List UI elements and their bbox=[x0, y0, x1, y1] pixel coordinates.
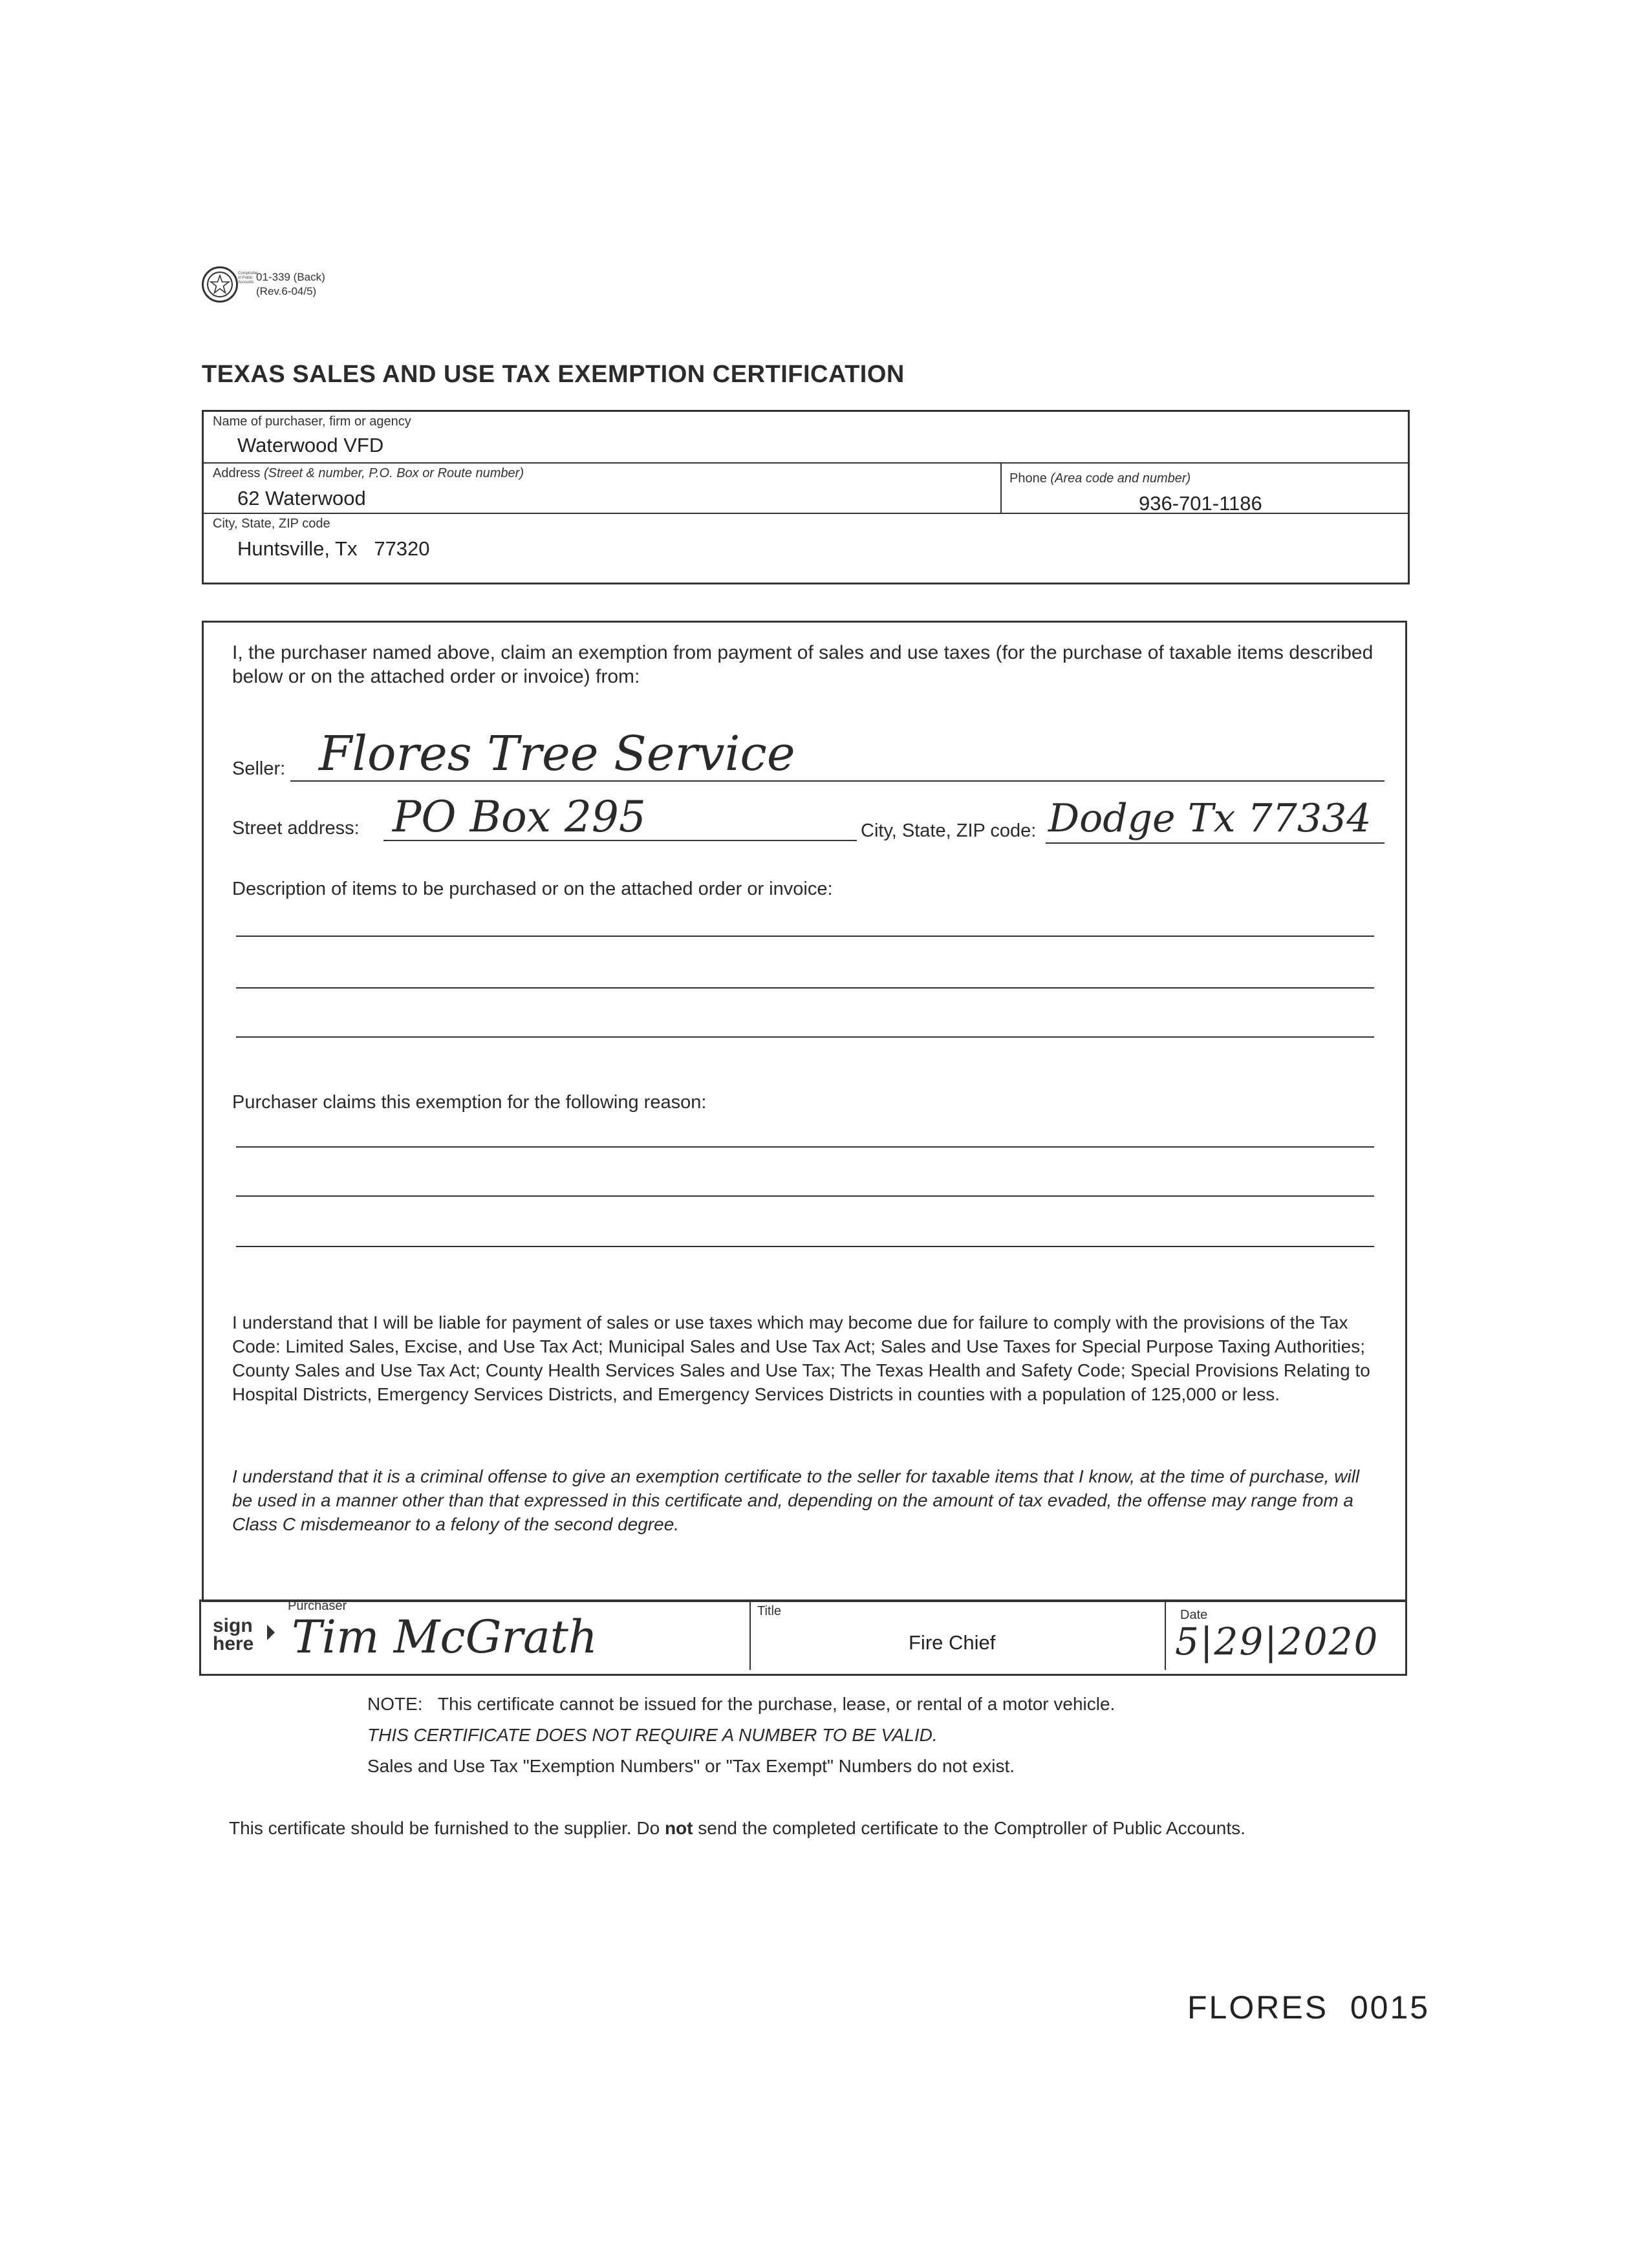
date-label: Date bbox=[1180, 1608, 1208, 1622]
title-label: Title bbox=[757, 1604, 782, 1618]
texas-seal-icon bbox=[202, 266, 238, 303]
reason-line-3[interactable] bbox=[236, 1246, 1374, 1247]
divider bbox=[749, 1601, 751, 1670]
note-prefix: NOTE: bbox=[367, 1694, 423, 1714]
seller-city-field[interactable]: Dodge Tx 77334 bbox=[1048, 796, 1372, 841]
furnish-instruction bbox=[229, 1817, 1245, 1840]
criminal-offense-statement: I understand that it is a criminal offense to give an exemption certificate to the seller for taxable items that I know, at the time of purchase, will be used in a manner other than that expressed in this certificate and, depending on the amount of tax evaded, the offense may range from a Class C misdemeanor to a felony of the second degree. bbox=[232, 1466, 1360, 1534]
furnish-bold: not bbox=[664, 1818, 693, 1838]
reason-line-2[interactable] bbox=[236, 1195, 1374, 1197]
title-field[interactable]: Fire Chief bbox=[909, 1631, 996, 1654]
date-field[interactable]: 5|29|2020 bbox=[1175, 1620, 1379, 1664]
star-seal-icon bbox=[206, 270, 234, 299]
reason-label: Purchaser claims this exemption for the following reason: bbox=[232, 1092, 707, 1113]
note-line bbox=[367, 1693, 1115, 1716]
form-number bbox=[256, 270, 325, 299]
bates-number: FLORES 0015 bbox=[1187, 1989, 1430, 2026]
address-label-detail: (Street & number, P.O. Box or Route number) bbox=[263, 466, 524, 480]
divider bbox=[1165, 1601, 1166, 1670]
seller-city-line bbox=[1046, 842, 1385, 844]
address-field[interactable]: 62 Waterwood bbox=[237, 487, 366, 509]
city-state-zip-label: City, State, ZIP code bbox=[213, 517, 330, 531]
address-label-prefix: Address bbox=[213, 466, 261, 480]
phone-label bbox=[1009, 471, 1191, 486]
reason-line-1[interactable] bbox=[236, 1146, 1374, 1148]
furnish-before: This certificate should be furnished to the supplier. Do bbox=[229, 1818, 660, 1838]
seller-field[interactable]: Flores Tree Service bbox=[319, 726, 795, 782]
exemption-numbers-note: Sales and Use Tax "Exemption Numbers" or "Tax Exempt" Numbers do not exist. bbox=[367, 1756, 1015, 1776]
sign-here-arrow-icon bbox=[266, 1623, 276, 1642]
liability-statement: I understand that I will be liable for payment of sales or use taxes which may become due for failure to comply with the provisions of the Tax Code: Limited Sales, Excise, and Use Tax Act; Municipal Sales and Use Tax Act; Sales and Use Taxes for Special Purpose Taxing Authorities; County Sales and Use Tax Act; County Health Services Sales and Use Tax; The Texas Health and Safety Code; Special Provisions Relating to Hospital Districts, Emergency Services Districts, and Emergency Services Districts in counties with a population of 125,000 or less. bbox=[232, 1312, 1370, 1404]
divider bbox=[204, 462, 1408, 464]
exemption-claim-box bbox=[202, 621, 1407, 1602]
sign-here-line2: here bbox=[213, 1633, 254, 1654]
purchaser-info-box bbox=[202, 410, 1410, 584]
form-revision: (Rev.6-04/5) bbox=[256, 285, 317, 297]
phone-label-prefix: Phone bbox=[1009, 471, 1047, 486]
description-line-1[interactable] bbox=[236, 936, 1374, 937]
description-line-3[interactable] bbox=[236, 1036, 1374, 1038]
divider bbox=[204, 513, 1408, 514]
no-number-required: THIS CERTIFICATE DOES NOT REQUIRE A NUMBER TO BE VALID. bbox=[367, 1725, 938, 1745]
sign-here-marker bbox=[213, 1617, 253, 1653]
form-number-text: 01-339 (Back) bbox=[256, 271, 325, 283]
address-label bbox=[213, 466, 524, 481]
street-address-field[interactable]: PO Box 295 bbox=[393, 792, 646, 842]
note-text: This certificate cannot be issued for the purchase, lease, or rental of a motor vehicle. bbox=[437, 1694, 1116, 1714]
city-state-zip-field[interactable]: Huntsville, Tx 77320 bbox=[237, 537, 430, 560]
purchaser-label: Purchaser bbox=[288, 1599, 347, 1613]
signature-box bbox=[199, 1599, 1407, 1676]
claim-intro: I, the purchaser named above, claim an exemption from payment of sales and use taxes (for the purchase of taxable items described below or on the attached order or invoice) from: bbox=[232, 642, 1374, 687]
furnish-after: send the completed certificate to the Comptroller of Public Accounts. bbox=[698, 1818, 1245, 1838]
street-address-label: Street address: bbox=[232, 818, 360, 839]
seller-city-label: City, State, ZIP code: bbox=[861, 820, 1037, 841]
phone-field[interactable]: 936-701-1186 bbox=[1139, 492, 1262, 515]
phone-label-detail: (Area code and number) bbox=[1050, 471, 1191, 486]
form-title: TEXAS SALES AND USE TAX EXEMPTION CERTIFICATION bbox=[202, 361, 905, 388]
agency-name-small: Comptroller of Public Accounts bbox=[238, 272, 259, 284]
purchaser-signature[interactable]: Tim McGrath bbox=[292, 1610, 598, 1664]
seller-label: Seller: bbox=[232, 758, 286, 779]
purchaser-name-field[interactable]: Waterwood VFD bbox=[237, 434, 384, 456]
purchaser-name-label: Name of purchaser, firm or agency bbox=[213, 414, 411, 429]
divider bbox=[1000, 462, 1002, 513]
description-label: Description of items to be purchased or on the attached order or invoice: bbox=[232, 879, 833, 899]
sign-here-line1: sign bbox=[213, 1615, 253, 1636]
description-line-2[interactable] bbox=[236, 987, 1374, 989]
